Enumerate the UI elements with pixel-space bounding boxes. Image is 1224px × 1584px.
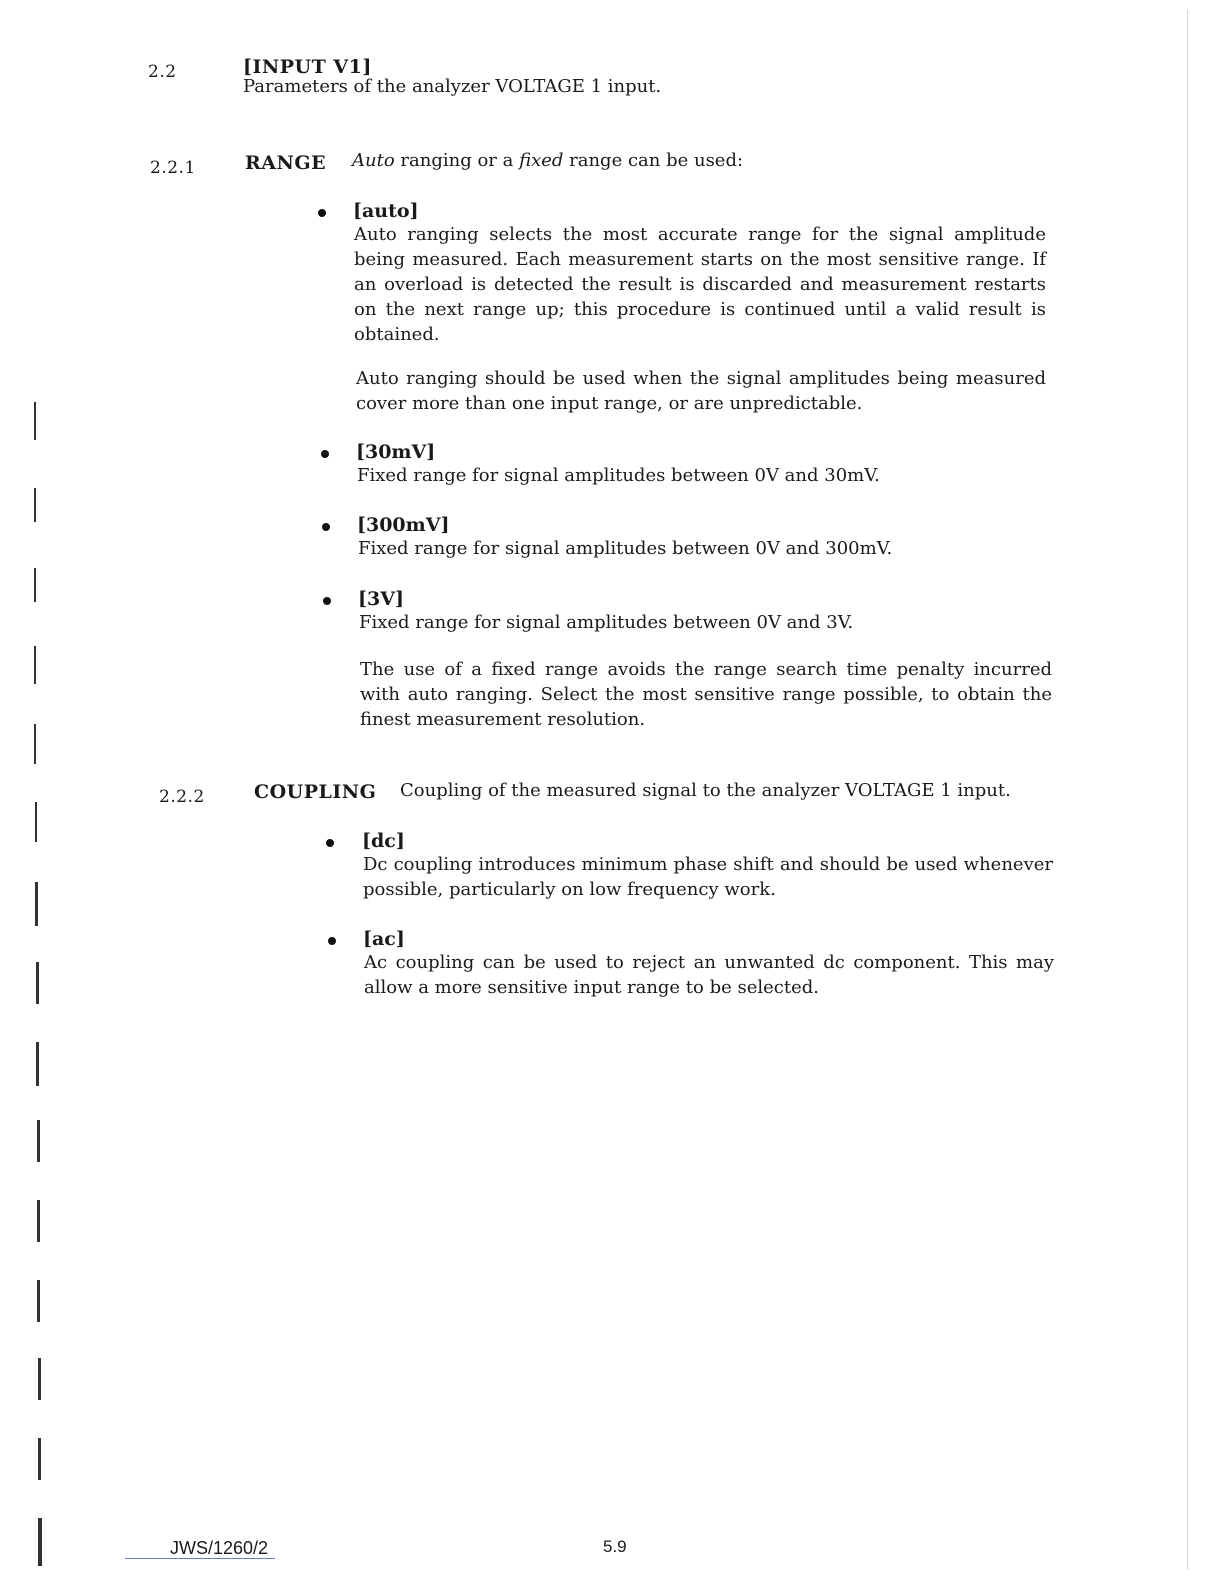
binding-mark [34, 402, 36, 440]
section-title: [INPUT V1] [243, 56, 372, 78]
intro-fixed: fixed [519, 150, 564, 171]
binding-mark [37, 1120, 40, 1162]
option-description: Auto ranging selects the most accurate range for the signal amplitude being measured. Each measurement starts on the most sensitive range. If an overload is detected the result is discarded and measurement restarts on the next range up; this procedure is continued until a valid result is obtained. [354, 224, 1046, 345]
option-label: [30mV] [356, 441, 436, 463]
footer-rule [125, 1558, 275, 1559]
section-number: 2.2 [148, 62, 177, 82]
option-note: The use of a fixed range avoids the range search time penalty incurred with auto ranging. Select the most sensitive range possible, to obtain the finest measurement resolution. [360, 659, 1052, 730]
binding-mark [35, 802, 37, 842]
bullet-icon [326, 839, 334, 847]
document-code: JWS/1260/2 [170, 1538, 269, 1558]
intro-mid: ranging or a [394, 150, 520, 171]
option-description: Fixed range for signal amplitudes between 0V and 3V. [359, 612, 854, 633]
section-description: Parameters of the analyzer VOLTAGE 1 input. [243, 76, 662, 97]
section-intro [352, 150, 743, 171]
section-description: Coupling of the measured signal to the analyzer VOLTAGE 1 input. [400, 780, 1011, 801]
intro-auto: Auto [352, 150, 395, 171]
option-label: [3V] [358, 588, 404, 610]
option-label: [300mV] [357, 514, 450, 536]
binding-mark [38, 1518, 42, 1566]
binding-mark [38, 1438, 41, 1480]
binding-mark [34, 724, 36, 764]
binding-mark [35, 882, 38, 926]
option-label: [dc] [362, 830, 405, 852]
bullet-icon [328, 937, 336, 945]
bullet-icon [322, 523, 330, 531]
bullet-icon [318, 209, 326, 217]
section-title: RANGE [245, 152, 327, 174]
scan-edge [1187, 10, 1188, 1570]
binding-mark [36, 1042, 39, 1086]
binding-mark [34, 568, 36, 602]
option-description: Fixed range for signal amplitudes between 0V and 30mV. [357, 465, 880, 486]
option-description: Fixed range for signal amplitudes between 0V and 300mV. [358, 538, 893, 559]
section-number: 2.2.2 [159, 787, 205, 807]
binding-mark [37, 1280, 40, 1322]
option-label: [auto] [353, 200, 419, 222]
binding-mark [34, 488, 36, 522]
intro-end: range can be used: [563, 150, 744, 171]
binding-mark [36, 962, 39, 1004]
binding-mark [37, 1200, 40, 1242]
section-title: COUPLING [254, 781, 377, 803]
bullet-icon [323, 597, 331, 605]
option-note: Auto ranging should be used when the signal amplitudes being measured cover more than one input range, or are unpredictable. [356, 368, 1046, 414]
page-number: 5.9 [603, 1537, 627, 1556]
binding-mark [34, 646, 36, 684]
option-label: [ac] [363, 928, 405, 950]
option-description: Dc coupling introduces minimum phase shift and should be used whenever possible, particularly on low frequency work. [363, 854, 1053, 900]
option-description: Ac coupling can be used to reject an unwanted dc component. This may allow a more sensitive input range to be selected. [364, 952, 1054, 998]
binding-mark [38, 1358, 41, 1400]
section-number: 2.2.1 [150, 158, 196, 178]
bullet-icon [321, 450, 329, 458]
